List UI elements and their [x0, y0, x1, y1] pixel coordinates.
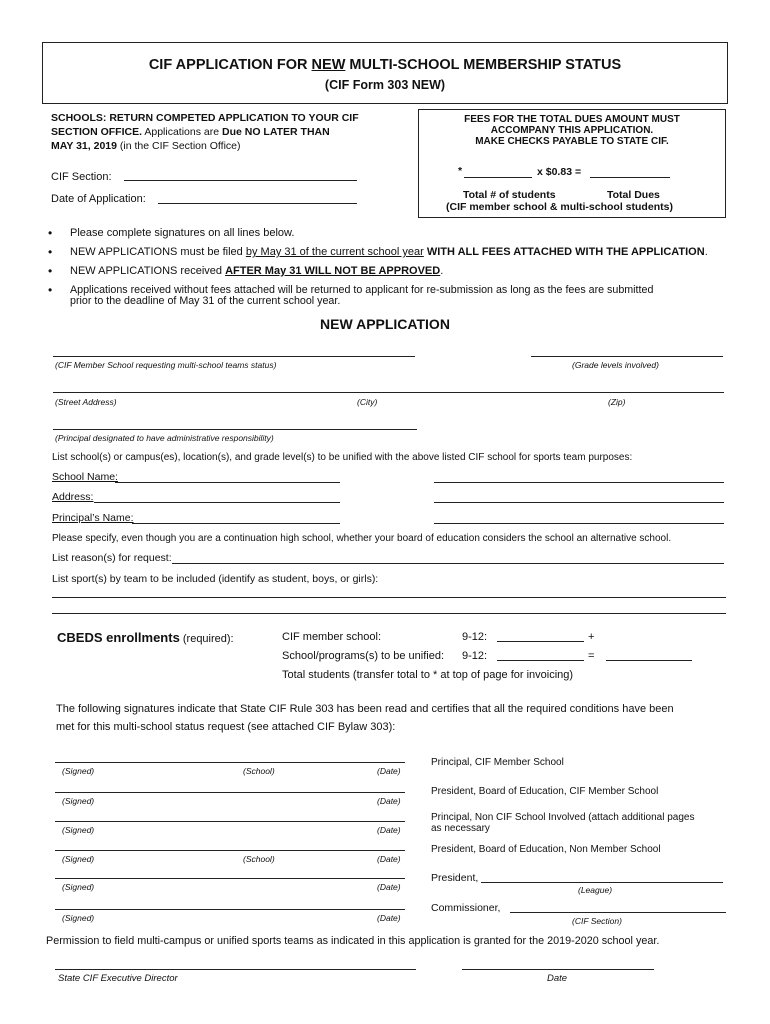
grade-levels-field[interactable] [531, 356, 723, 357]
cif-section-field[interactable] [124, 180, 357, 181]
cbeds-plus: + [588, 631, 595, 643]
cbeds-grades-1: 9-12: [462, 631, 488, 643]
signed-caption: (Signed) [62, 882, 95, 892]
cbeds-label [57, 630, 234, 647]
bullet-bold: AFTER May 31 WILL NOT BE APPROVED [225, 265, 441, 277]
signed-caption: (Signed) [62, 825, 95, 835]
title-part: MULTI-SCHOOL MEMBERSHIP STATUS [345, 57, 622, 73]
league-caption: (League) [578, 885, 613, 895]
signed-caption: (Signed) [62, 913, 95, 923]
signature-line[interactable] [55, 792, 405, 793]
return-notice-line2 [51, 126, 330, 139]
role-board-member: President, Board of Education, CIF Member School [431, 786, 659, 797]
bullet-text: . [704, 246, 708, 258]
title-part: CIF APPLICATION FOR [148, 57, 312, 73]
cif-member-school-caption: (CIF Member School requesting multi-school teams status) [55, 360, 277, 370]
date-caption: (Date) [377, 854, 401, 864]
cbeds-total-label: Total students (transfer total to * at top of page for invoicing) [282, 669, 574, 681]
fees-label-note: (CIF member school & multi-school students) [446, 201, 673, 213]
school-name-label: School Name: [52, 471, 118, 483]
cbeds-cif-member-label: CIF member school: [282, 631, 382, 643]
cbeds-programs-label: School/programs(s) to be unified: [282, 650, 445, 662]
signature-line[interactable] [55, 821, 405, 822]
cbeds-title: CBEDS enrollments [57, 630, 180, 645]
fees-label-dues: Total Dues [607, 189, 660, 201]
form-title [42, 57, 728, 73]
total-dues-field[interactable] [590, 177, 670, 178]
fees-line3: MAKE CHECKS PAYABLE TO STATE CIF. [475, 136, 669, 147]
list-schools-instruction: List school(s) or campus(es), location(s), and grade level(s) to be unified with the above listed CIF school for sports team purposes: [52, 452, 633, 463]
cbeds-member-count-field[interactable] [497, 641, 584, 642]
notice-deadline: MAY 31, 2019 [51, 140, 117, 152]
students-count-field[interactable] [464, 177, 532, 178]
cbeds-required: (required): [179, 633, 234, 645]
cbeds-grades-2: 9-12: [462, 650, 488, 662]
notice-text: (in the CIF Section Office) [116, 140, 241, 152]
bullet-dot: • [48, 283, 53, 297]
principal-field[interactable] [53, 429, 417, 430]
reasons-field[interactable] [172, 563, 724, 564]
league-field[interactable] [481, 882, 723, 883]
signature-line[interactable] [55, 878, 405, 879]
city-caption: (City) [357, 397, 378, 407]
date-of-application-label: Date of Application: [51, 193, 146, 205]
principal-name-field-2[interactable] [434, 523, 724, 524]
bullet-2 [70, 246, 708, 259]
bullet-dot: • [48, 226, 53, 240]
date-caption: (Date) [377, 913, 401, 923]
cbeds-equals: = [588, 650, 595, 662]
notice-text: Applications are [142, 126, 222, 138]
street-caption: (Street Address) [55, 397, 117, 407]
cif-section-label: CIF Section: [51, 171, 112, 183]
notice-bold: Due NO LATER THAN [221, 126, 330, 138]
form-subtitle: (CIF Form 303 NEW) [324, 78, 446, 92]
director-signature-field[interactable] [55, 969, 416, 970]
signature-intro-line1: The following signatures indicate that State CIF Rule 303 has been read and certifies that all the required conditions have been [56, 703, 674, 715]
bullet-underline: by May 31 of the current school year [245, 246, 424, 258]
bullet-3 [70, 265, 443, 278]
cbeds-unified-count-field[interactable] [497, 660, 584, 661]
signature-intro-line2: met for this multi-school status request (see attached CIF Bylaw 303): [56, 721, 396, 733]
signed-caption: (Signed) [62, 854, 95, 864]
bullet-dot: • [48, 245, 53, 259]
principal-name-field-1[interactable] [132, 523, 340, 524]
cbeds-total-field[interactable] [606, 660, 692, 661]
zip-caption: (Zip) [608, 397, 626, 407]
continuation-question: Please specify, even though you are a continuation high school, whether your board of education considers the school an alternative school. [52, 533, 672, 544]
signed-caption: (Signed) [62, 796, 95, 806]
fees-line2: ACCOMPANY THIS APPLICATION. [490, 125, 654, 136]
bullet-4-line1: Applications received without fees attached will be returned to applicant for re-submission as long as the fees are submitted [70, 284, 654, 296]
role-principal-member: Principal, CIF Member School [431, 757, 564, 768]
role-principal-non-cif-line1: Principal, Non CIF School Involved (attach additional pages [431, 812, 695, 823]
school-caption: (School) [243, 766, 275, 776]
principal-caption: (Principal designated to have administrative responsibility) [55, 433, 274, 443]
signature-line[interactable] [55, 762, 405, 763]
street-address-field[interactable] [53, 392, 724, 393]
fees-rate: x $0.83 = [537, 166, 582, 178]
footer-date-caption: Date [547, 973, 568, 984]
school-name-field-2[interactable] [434, 482, 724, 483]
cif-member-school-field[interactable] [53, 356, 415, 357]
return-notice-line1: SCHOOLS: RETURN COMPETED APPLICATION TO YOUR CIF [51, 112, 359, 124]
role-board-non-member: President, Board of Education, Non Member School [431, 844, 661, 855]
bullet-bold: WITH ALL FEES ATTACHED WITH THE APPLICATION [423, 246, 705, 258]
address-field-1[interactable] [94, 502, 340, 503]
bullet-4-line2: prior to the deadline of May 31 of the current school year. [70, 295, 341, 307]
sports-field-1[interactable] [52, 597, 726, 598]
role-principal-non-cif-line2: as necessary [431, 823, 490, 834]
signed-caption: (Signed) [62, 766, 95, 776]
fees-label-students: Total # of students [463, 189, 556, 201]
school-name-field-1[interactable] [115, 482, 340, 483]
bullet-text: NEW APPLICATIONS must be filed [70, 246, 246, 258]
principal-name-label: Principal’s Name: [52, 512, 134, 524]
date-caption: (Date) [377, 766, 401, 776]
address-label: Address: [52, 491, 94, 503]
director-date-field[interactable] [462, 969, 654, 970]
role-commissioner: Commissioner, [431, 902, 501, 914]
fees-star: * [458, 165, 463, 177]
date-caption: (Date) [377, 882, 401, 892]
bullet-text: NEW APPLICATIONS received [70, 265, 226, 277]
role-president-league: President, [431, 872, 479, 884]
date-caption: (Date) [377, 796, 401, 806]
cif-section-caption: (CIF Section) [572, 916, 622, 926]
fees-line1: FEES FOR THE TOTAL DUES AMOUNT MUST [464, 114, 680, 125]
director-caption: State CIF Executive Director [58, 973, 178, 984]
reasons-label: List reason(s) for request: [52, 552, 172, 564]
address-field-2[interactable] [434, 502, 724, 503]
sports-label: List sport(s) by team to be included (identify as student, boys, or girls): [52, 573, 379, 585]
school-caption: (School) [243, 854, 275, 864]
new-application-heading: NEW APPLICATION [320, 316, 450, 332]
date-caption: (Date) [377, 825, 401, 835]
permission-statement: Permission to field multi-campus or unified sports teams as indicated in this application is granted for the 2019-2020 school year. [46, 935, 660, 947]
header-box [42, 42, 728, 104]
signature-line[interactable] [55, 850, 405, 851]
bullet-text: . [440, 265, 444, 277]
notice-bold: SECTION OFFICE. [51, 126, 143, 138]
signature-line[interactable] [55, 909, 405, 910]
cif-section-sign-field[interactable] [510, 912, 726, 913]
bullet-1: Please complete signatures on all lines below. [70, 227, 295, 239]
title-new: NEW [311, 57, 346, 73]
sports-field-2[interactable] [52, 613, 726, 614]
grade-levels-caption: (Grade levels involved) [572, 360, 659, 370]
return-notice-line3 [51, 140, 241, 153]
bullet-dot: • [48, 264, 53, 278]
date-of-application-field[interactable] [158, 203, 357, 204]
